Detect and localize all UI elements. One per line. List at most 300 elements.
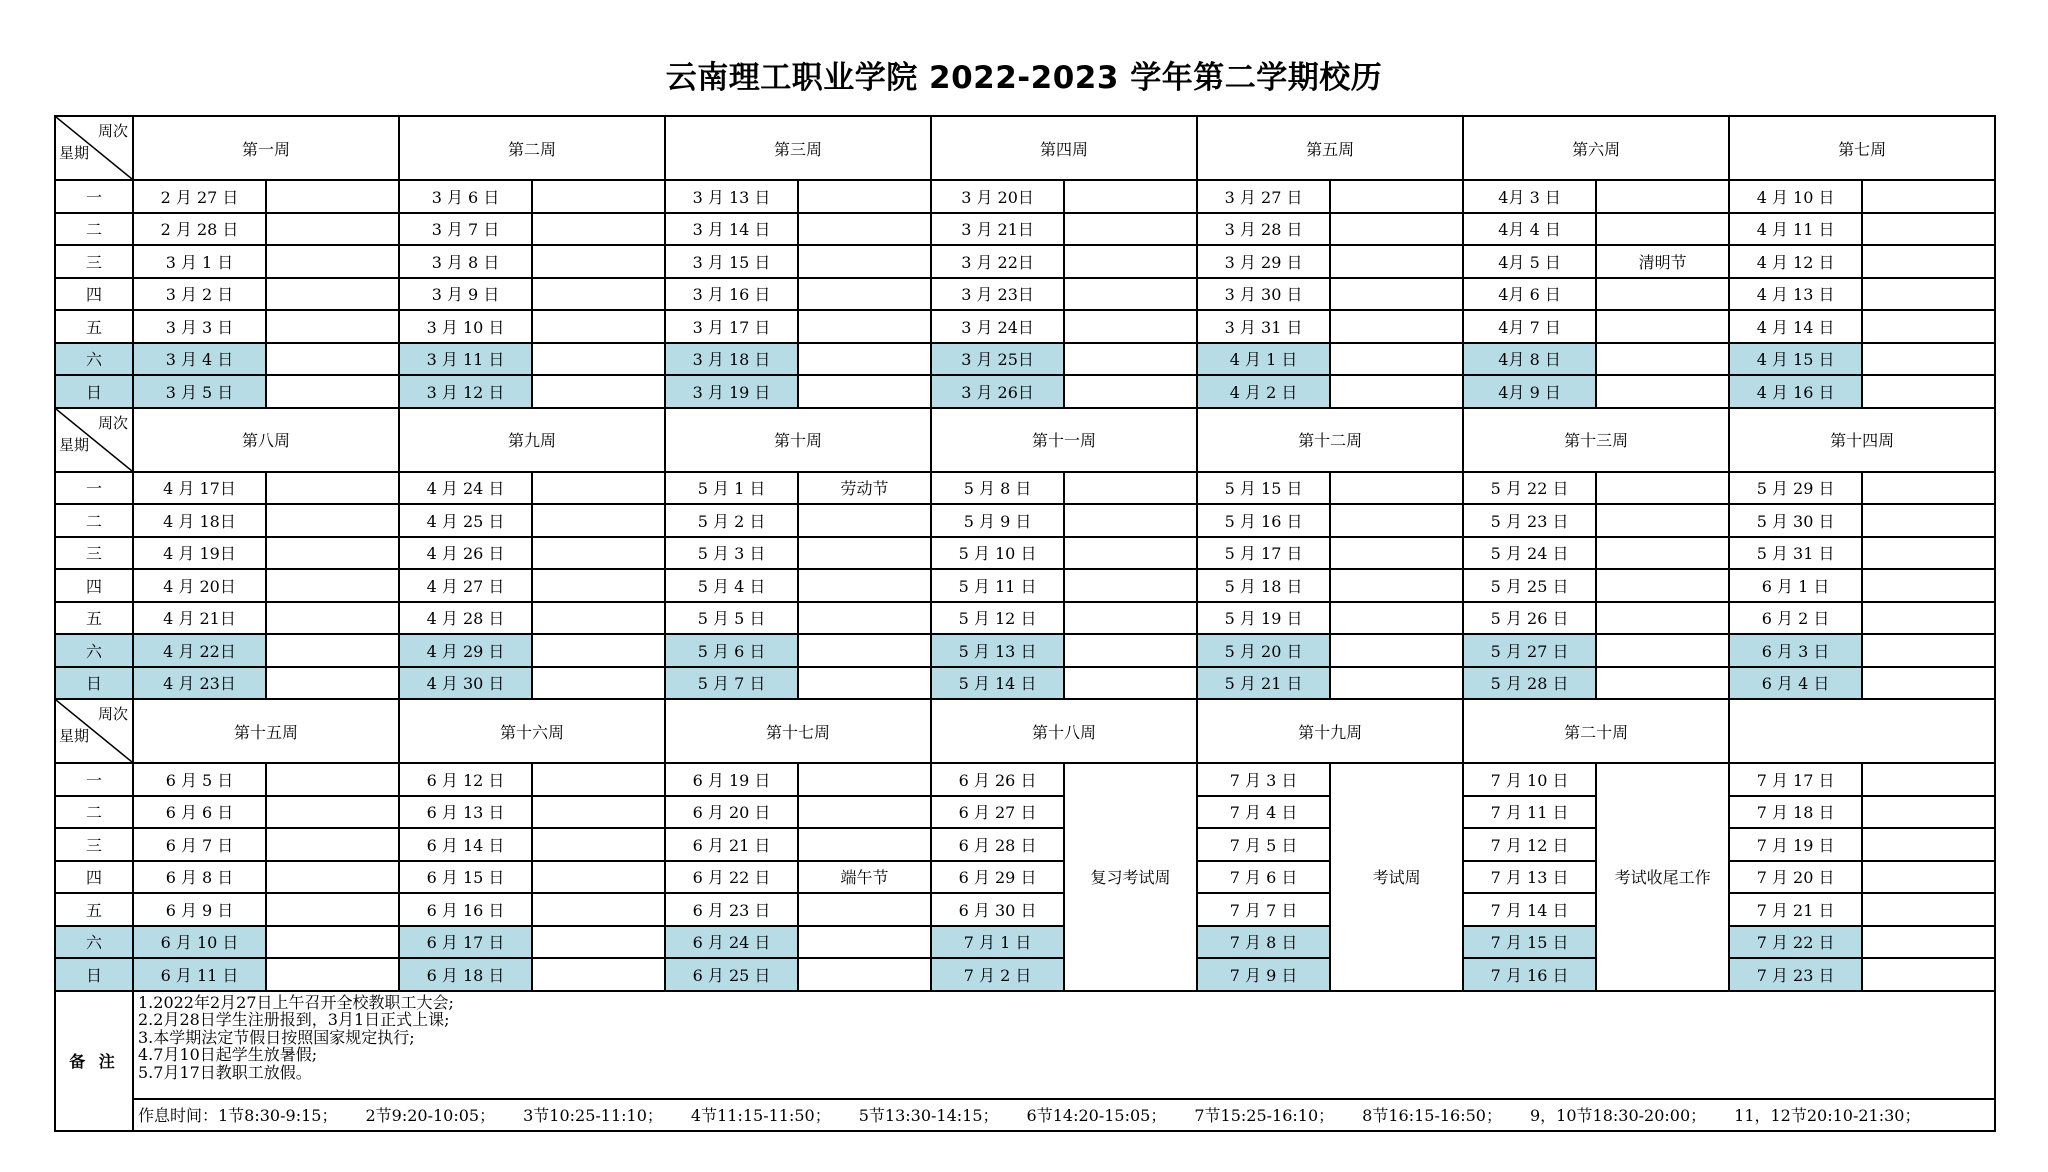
note-cell: [1330, 343, 1463, 376]
note-cell: [532, 472, 665, 505]
date-cell: 5 月 23 日: [1463, 504, 1596, 537]
note-cell: [266, 958, 399, 991]
date-cell: 4月 4 日: [1463, 213, 1596, 246]
date-cell: 4月 9 日: [1463, 375, 1596, 408]
note-cell: [798, 569, 931, 602]
note-cell: [266, 569, 399, 602]
day-row: [55, 375, 1995, 408]
week-header: 第二十周: [1463, 699, 1729, 763]
date-cell: 4 月 21日: [133, 602, 266, 635]
note-cell: [266, 504, 399, 537]
week-header: [1729, 699, 1995, 763]
note-cell: [532, 180, 665, 213]
week-header: 第十一周: [931, 408, 1197, 472]
note-cell: [798, 893, 931, 926]
note-cell: [1862, 602, 1995, 635]
note-cell: 端午节: [798, 861, 931, 894]
date-cell: 4 月 26 日: [399, 537, 532, 570]
note-cell: [1596, 667, 1729, 700]
day-row: [55, 634, 1995, 667]
note-cell: [1596, 537, 1729, 570]
week-header: 第十三周: [1463, 408, 1729, 472]
note-cell: [1862, 310, 1995, 343]
schedule-item: 3节10:25-11:10；: [523, 1106, 663, 1125]
week-header: 第十二周: [1197, 408, 1463, 472]
corner-day-label: 星期: [59, 727, 90, 745]
note-cell: [532, 602, 665, 635]
date-cell: 3 月 25日: [931, 343, 1064, 376]
date-cell: 5 月 10 日: [931, 537, 1064, 570]
note-cell: [798, 504, 931, 537]
note-cell: [1862, 667, 1995, 700]
date-cell: 4 月 24 日: [399, 472, 532, 505]
day-row: [55, 602, 1995, 635]
day-row: [55, 667, 1995, 700]
note-cell: [798, 602, 931, 635]
weekday-label: 五: [55, 602, 133, 635]
remark-line: 5.7月17日教职工放假。: [138, 1062, 312, 1082]
note-cell: [1862, 343, 1995, 376]
schedule-cell: [133, 1099, 1995, 1131]
calendar-table: [54, 115, 1996, 1132]
date-cell: 5 月 5 日: [665, 602, 798, 635]
note-cell: [266, 180, 399, 213]
weekday-label: 三: [55, 828, 133, 861]
date-cell: 4 月 20日: [133, 569, 266, 602]
note-cell: [798, 958, 931, 991]
week-header: 第六周: [1463, 116, 1729, 180]
note-cell: [266, 828, 399, 861]
note-cell: [1862, 893, 1995, 926]
date-cell: 7 月 10 日: [1463, 763, 1596, 796]
note-cell: [798, 763, 931, 796]
date-cell: 6 月 2 日: [1729, 602, 1862, 635]
note-cell: [266, 763, 399, 796]
remarks-label: 备 注: [55, 991, 133, 1131]
note-cell: [532, 893, 665, 926]
date-cell: 5 月 21 日: [1197, 667, 1330, 700]
date-cell: 4 月 22日: [133, 634, 266, 667]
date-cell: 5 月 16 日: [1197, 504, 1330, 537]
date-cell: 7 月 9 日: [1197, 958, 1330, 991]
weekday-label: 四: [55, 278, 133, 311]
weekday-label: 二: [55, 796, 133, 829]
weekday-label: 五: [55, 893, 133, 926]
date-cell: 7 月 6 日: [1197, 861, 1330, 894]
note-cell: [266, 861, 399, 894]
week-header: 第十六周: [399, 699, 665, 763]
note-cell: [798, 278, 931, 311]
date-cell: 7 月 16 日: [1463, 958, 1596, 991]
date-cell: 4月 7 日: [1463, 310, 1596, 343]
date-cell: 7 月 18 日: [1729, 796, 1862, 829]
note-cell: [1064, 602, 1197, 635]
corner-cell: [55, 408, 133, 472]
day-row: [55, 310, 1995, 343]
date-cell: 4月 3 日: [1463, 180, 1596, 213]
day-row: [55, 537, 1995, 570]
date-cell: 5 月 27 日: [1463, 634, 1596, 667]
date-cell: 7 月 13 日: [1463, 861, 1596, 894]
date-cell: 3 月 8 日: [399, 245, 532, 278]
date-cell: 6 月 1 日: [1729, 569, 1862, 602]
date-cell: 5 月 26 日: [1463, 602, 1596, 635]
date-cell: 4 月 27 日: [399, 569, 532, 602]
week-header: 第七周: [1729, 116, 1995, 180]
week-header: 第八周: [133, 408, 399, 472]
note-cell: [532, 278, 665, 311]
date-cell: 3 月 12 日: [399, 375, 532, 408]
date-cell: 4 月 15 日: [1729, 343, 1862, 376]
merged-note-cell: 考试周: [1330, 763, 1463, 991]
date-cell: 7 月 14 日: [1463, 893, 1596, 926]
note-cell: [266, 796, 399, 829]
schedule-row: [55, 1099, 1995, 1131]
date-cell: 3 月 31 日: [1197, 310, 1330, 343]
note-cell: [1862, 537, 1995, 570]
date-cell: 5 月 18 日: [1197, 569, 1330, 602]
date-cell: 2 月 27 日: [133, 180, 266, 213]
date-cell: 3 月 6 日: [399, 180, 532, 213]
schedule-item: 4节11:15-11:50；: [690, 1106, 831, 1125]
note-cell: [1596, 375, 1729, 408]
day-row: [55, 245, 1995, 278]
day-row: [55, 278, 1995, 311]
remark-line: 4.7月10日起学生放暑假;: [138, 1045, 318, 1064]
date-cell: 3 月 4 日: [133, 343, 266, 376]
schedule-item: 8节16:15-16:50；: [1362, 1106, 1502, 1125]
date-cell: 3 月 7 日: [399, 213, 532, 246]
note-cell: [532, 926, 665, 959]
date-cell: 6 月 11 日: [133, 958, 266, 991]
date-cell: 6 月 26 日: [931, 763, 1064, 796]
note-cell: [798, 375, 931, 408]
date-cell: 4 月 28 日: [399, 602, 532, 635]
date-cell: 5 月 19 日: [1197, 602, 1330, 635]
date-cell: 5 月 30 日: [1729, 504, 1862, 537]
note-cell: [1064, 667, 1197, 700]
weekday-label: 四: [55, 569, 133, 602]
date-cell: 6 月 30 日: [931, 893, 1064, 926]
date-cell: 6 月 18 日: [399, 958, 532, 991]
date-cell: 3 月 24日: [931, 310, 1064, 343]
note-cell: [1862, 245, 1995, 278]
date-cell: 4 月 14 日: [1729, 310, 1862, 343]
date-cell: 4 月 12 日: [1729, 245, 1862, 278]
date-cell: 6 月 25 日: [665, 958, 798, 991]
date-cell: 7 月 22 日: [1729, 926, 1862, 959]
week-header: 第一周: [133, 116, 399, 180]
date-cell: 5 月 11 日: [931, 569, 1064, 602]
date-cell: 5 月 6 日: [665, 634, 798, 667]
date-cell: 3 月 10 日: [399, 310, 532, 343]
date-cell: 7 月 12 日: [1463, 828, 1596, 861]
day-row: [55, 504, 1995, 537]
note-cell: [1330, 180, 1463, 213]
note-cell: 清明节: [1596, 245, 1729, 278]
date-cell: 6 月 29 日: [931, 861, 1064, 894]
note-cell: [1862, 926, 1995, 959]
date-cell: 6 月 20 日: [665, 796, 798, 829]
date-cell: 7 月 4 日: [1197, 796, 1330, 829]
note-cell: [1862, 828, 1995, 861]
note-cell: [1330, 602, 1463, 635]
note-cell: [266, 926, 399, 959]
note-cell: [1064, 472, 1197, 505]
note-cell: [1862, 375, 1995, 408]
date-cell: 4 月 13 日: [1729, 278, 1862, 311]
note-cell: [1064, 375, 1197, 408]
note-cell: [266, 537, 399, 570]
weekday-label: 二: [55, 504, 133, 537]
day-row: [55, 213, 1995, 246]
note-cell: [1330, 472, 1463, 505]
date-cell: 4 月 30 日: [399, 667, 532, 700]
note-cell: [1596, 634, 1729, 667]
date-cell: 3 月 11 日: [399, 343, 532, 376]
page-title: 云南理工职业学院 2022-2023 学年第二学期校历: [665, 60, 1383, 96]
date-cell: 4 月 17日: [133, 472, 266, 505]
date-cell: 6 月 21 日: [665, 828, 798, 861]
date-cell: 3 月 28 日: [1197, 213, 1330, 246]
week-header: 第十四周: [1729, 408, 1995, 472]
week-header: 第三周: [665, 116, 931, 180]
note-cell: [1064, 180, 1197, 213]
date-cell: 3 月 19 日: [665, 375, 798, 408]
merged-note-cell: 考试收尾工作: [1596, 763, 1729, 991]
merged-note-cell: 复习考试周: [1064, 763, 1197, 991]
note-cell: [266, 375, 399, 408]
week-header: 第四周: [931, 116, 1197, 180]
date-cell: 6 月 13 日: [399, 796, 532, 829]
date-cell: 6 月 16 日: [399, 893, 532, 926]
week-header-row: [55, 116, 1995, 180]
weekday-label: 日: [55, 375, 133, 408]
date-cell: 4 月 19日: [133, 537, 266, 570]
date-cell: 3 月 15 日: [665, 245, 798, 278]
date-cell: 4 月 1 日: [1197, 343, 1330, 376]
note-cell: [266, 634, 399, 667]
day-row: [55, 343, 1995, 376]
date-cell: 7 月 8 日: [1197, 926, 1330, 959]
note-cell: [1862, 861, 1995, 894]
note-cell: [532, 504, 665, 537]
note-cell: [266, 213, 399, 246]
date-cell: 4月 5 日: [1463, 245, 1596, 278]
date-cell: 4 月 29 日: [399, 634, 532, 667]
note-cell: [798, 634, 931, 667]
note-cell: [266, 343, 399, 376]
day-row: [55, 180, 1995, 213]
date-cell: 3 月 5 日: [133, 375, 266, 408]
weekday-label: 三: [55, 245, 133, 278]
date-cell: 3 月 2 日: [133, 278, 266, 311]
date-cell: 6 月 12 日: [399, 763, 532, 796]
weekday-label: 六: [55, 926, 133, 959]
date-cell: 4月 8 日: [1463, 343, 1596, 376]
note-cell: [266, 245, 399, 278]
corner-week-label: 周次: [97, 122, 128, 140]
note-cell: [798, 667, 931, 700]
note-cell: [532, 245, 665, 278]
date-cell: 6 月 23 日: [665, 893, 798, 926]
note-cell: [1596, 310, 1729, 343]
note-cell: [1596, 504, 1729, 537]
week-header: 第九周: [399, 408, 665, 472]
date-cell: 4 月 2 日: [1197, 375, 1330, 408]
corner-week-label: 周次: [97, 705, 128, 723]
note-cell: [798, 310, 931, 343]
note-cell: [1596, 569, 1729, 602]
note-cell: [1862, 569, 1995, 602]
date-cell: 6 月 15 日: [399, 861, 532, 894]
date-cell: 5 月 14 日: [931, 667, 1064, 700]
schedule-item: 5节13:30-14:15；: [858, 1106, 999, 1125]
date-cell: 5 月 1 日: [665, 472, 798, 505]
day-row: [55, 569, 1995, 602]
date-cell: 5 月 4 日: [665, 569, 798, 602]
date-cell: 6 月 8 日: [133, 861, 266, 894]
date-cell: 4 月 11 日: [1729, 213, 1862, 246]
note-cell: [1330, 569, 1463, 602]
date-cell: 3 月 3 日: [133, 310, 266, 343]
date-cell: 7 月 1 日: [931, 926, 1064, 959]
weekday-label: 日: [55, 667, 133, 700]
remarks-row: [55, 991, 1995, 1099]
day-row: [55, 472, 1995, 505]
date-cell: 7 月 20 日: [1729, 861, 1862, 894]
weekday-label: 六: [55, 343, 133, 376]
schedule-item: 7节15:25-16:10；: [1194, 1106, 1335, 1125]
note-cell: [1330, 667, 1463, 700]
schedule-item: 作息时间：1节8:30-9:15；: [138, 1106, 338, 1125]
date-cell: 4 月 10 日: [1729, 180, 1862, 213]
date-cell: 6 月 28 日: [931, 828, 1064, 861]
note-cell: [532, 537, 665, 570]
note-cell: [1330, 375, 1463, 408]
date-cell: 5 月 31 日: [1729, 537, 1862, 570]
note-cell: [798, 213, 931, 246]
date-cell: 7 月 7 日: [1197, 893, 1330, 926]
date-cell: 5 月 20 日: [1197, 634, 1330, 667]
date-cell: 6 月 24 日: [665, 926, 798, 959]
note-cell: [266, 602, 399, 635]
note-cell: [1862, 634, 1995, 667]
note-cell: [1330, 245, 1463, 278]
note-cell: [532, 569, 665, 602]
note-cell: [1330, 504, 1463, 537]
date-cell: 3 月 18 日: [665, 343, 798, 376]
weekday-label: 一: [55, 472, 133, 505]
note-cell: [1862, 472, 1995, 505]
note-cell: [1064, 310, 1197, 343]
day-row: [55, 763, 1995, 796]
schedule-item: 9，10节18:30-20:00；: [1529, 1106, 1707, 1125]
date-cell: 5 月 13 日: [931, 634, 1064, 667]
date-cell: 5 月 9 日: [931, 504, 1064, 537]
date-cell: 6 月 14 日: [399, 828, 532, 861]
date-cell: 5 月 3 日: [665, 537, 798, 570]
note-cell: [532, 861, 665, 894]
corner-cell: [55, 116, 133, 180]
note-cell: [532, 343, 665, 376]
weekday-label: 三: [55, 537, 133, 570]
note-cell: [798, 180, 931, 213]
date-cell: 7 月 3 日: [1197, 763, 1330, 796]
date-cell: 4 月 23日: [133, 667, 266, 700]
week-header: 第十九周: [1197, 699, 1463, 763]
note-cell: [1862, 213, 1995, 246]
date-cell: 3 月 9 日: [399, 278, 532, 311]
date-cell: 5 月 2 日: [665, 504, 798, 537]
note-cell: [1596, 180, 1729, 213]
date-cell: 5 月 25 日: [1463, 569, 1596, 602]
note-cell: [798, 926, 931, 959]
remark-line: 2.2月28日学生注册报到，3月1日正式上课;: [138, 1010, 450, 1029]
corner-day-label: 星期: [59, 144, 90, 162]
week-header-row: [55, 408, 1995, 472]
weekday-label: 一: [55, 763, 133, 796]
date-cell: 4月 6 日: [1463, 278, 1596, 311]
note-cell: [1064, 504, 1197, 537]
note-cell: [532, 796, 665, 829]
date-cell: 3 月 21日: [931, 213, 1064, 246]
week-header: 第十七周: [665, 699, 931, 763]
date-cell: 6 月 5 日: [133, 763, 266, 796]
note-cell: 劳动节: [798, 472, 931, 505]
date-cell: 5 月 15 日: [1197, 472, 1330, 505]
date-cell: 6 月 9 日: [133, 893, 266, 926]
date-cell: 5 月 12 日: [931, 602, 1064, 635]
note-cell: [1596, 213, 1729, 246]
date-cell: 5 月 7 日: [665, 667, 798, 700]
note-cell: [798, 796, 931, 829]
date-cell: 6 月 17 日: [399, 926, 532, 959]
date-cell: 7 月 19 日: [1729, 828, 1862, 861]
date-cell: 6 月 6 日: [133, 796, 266, 829]
note-cell: [1064, 537, 1197, 570]
date-cell: 6 月 22 日: [665, 861, 798, 894]
date-cell: 3 月 23日: [931, 278, 1064, 311]
note-cell: [1596, 343, 1729, 376]
date-cell: 7 月 17 日: [1729, 763, 1862, 796]
date-cell: 5 月 17 日: [1197, 537, 1330, 570]
note-cell: [266, 472, 399, 505]
date-cell: 5 月 29 日: [1729, 472, 1862, 505]
note-cell: [1330, 213, 1463, 246]
note-cell: [1064, 245, 1197, 278]
note-cell: [532, 634, 665, 667]
date-cell: 7 月 2 日: [931, 958, 1064, 991]
weekday-label: 二: [55, 213, 133, 246]
date-cell: 3 月 22日: [931, 245, 1064, 278]
date-cell: 7 月 23 日: [1729, 958, 1862, 991]
date-cell: 6 月 19 日: [665, 763, 798, 796]
note-cell: [1596, 602, 1729, 635]
note-cell: [1862, 958, 1995, 991]
note-cell: [798, 537, 931, 570]
note-cell: [798, 828, 931, 861]
date-cell: 6 月 27 日: [931, 796, 1064, 829]
note-cell: [1064, 569, 1197, 602]
note-cell: [1862, 278, 1995, 311]
note-cell: [266, 278, 399, 311]
note-cell: [798, 245, 931, 278]
note-cell: [1064, 278, 1197, 311]
date-cell: 5 月 22 日: [1463, 472, 1596, 505]
date-cell: 4 月 16 日: [1729, 375, 1862, 408]
week-header: 第二周: [399, 116, 665, 180]
